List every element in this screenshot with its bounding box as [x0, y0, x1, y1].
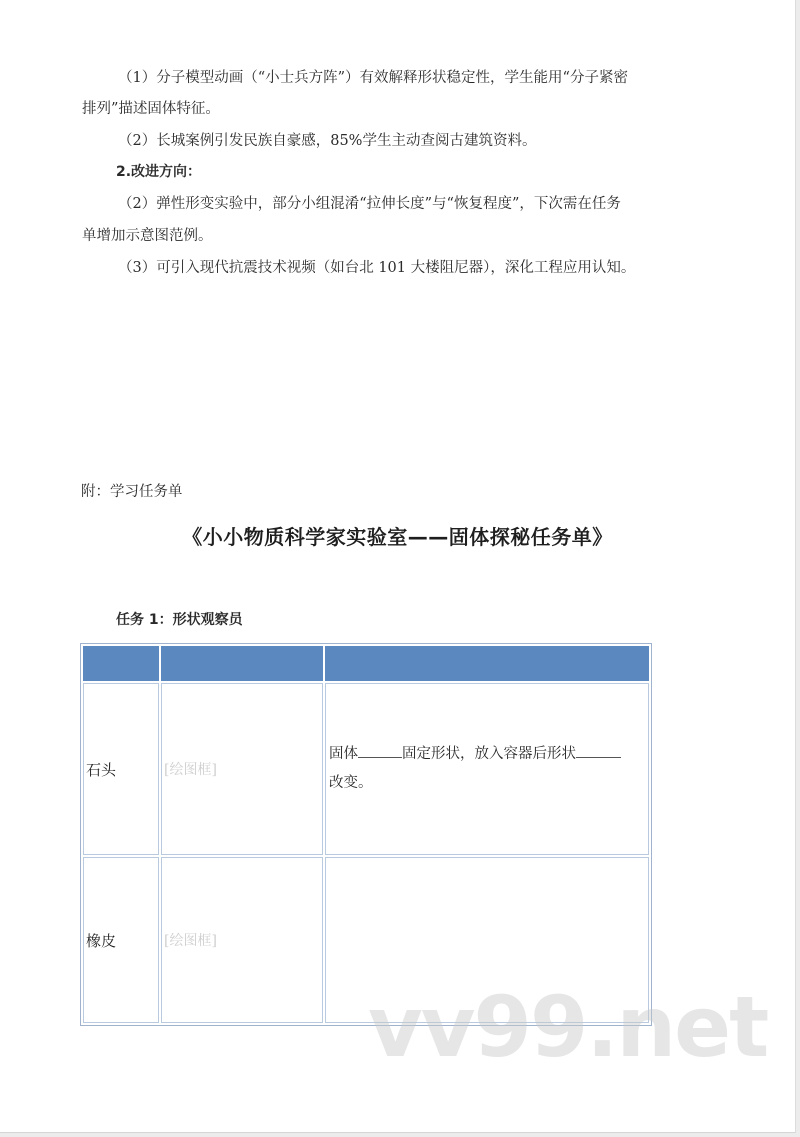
improvement-item-3: （3）可引入现代抗震技术视频（如台北 101 大楼阻尼器），深化工程应用认知。 — [118, 260, 636, 276]
drawing-box[interactable]: [绘图框] — [161, 683, 323, 855]
header-cell-drawing — [161, 646, 323, 681]
task-1-title: 任务 1：形状观察员 — [116, 612, 243, 628]
fill-text-part-3: 改变。 — [329, 775, 373, 791]
object-name-cell: 石头 — [83, 683, 159, 855]
fill-blank-2[interactable] — [576, 741, 621, 758]
fill-text-part-2: 固定形状，放入容器后形状 — [402, 746, 576, 762]
fill-in-cell[interactable] — [325, 857, 649, 1023]
watermark-text: vv99.net — [368, 978, 768, 1076]
table-row — [83, 857, 649, 1023]
fill-text-part-1: 固体 — [329, 746, 358, 762]
improvement-item-2-line-1: （2）弹性形变实验中，部分小组混淆“拉伸长度”与“恢复程度”，下次需在任务 — [118, 196, 621, 212]
appendix-label: 附：学习任务单 — [81, 484, 183, 500]
improvement-heading: 2.改进方向： — [116, 164, 202, 180]
table-header-row — [83, 646, 649, 681]
table-row — [83, 683, 649, 855]
drawing-box[interactable]: [绘图框] — [161, 857, 323, 1023]
fill-in-cell[interactable] — [325, 683, 649, 855]
reflection-item-1-line-1: （1）分子模型动画（“小士兵方阵”）有效解释形状稳定性，学生能用“分子紧密 — [118, 70, 628, 86]
improvement-item-2-line-2: 单增加示意图范例。 — [82, 228, 213, 244]
object-name-cell: 橡皮 — [83, 857, 159, 1023]
reflection-item-1-line-2: 排列”描述固体特征。 — [82, 101, 220, 117]
header-cell-description — [325, 646, 649, 681]
task-1-table — [80, 643, 652, 1026]
reflection-item-2: （2）长城案例引发民族自豪感，85%学生主动查阅古建筑资料。 — [118, 133, 537, 149]
fill-blank-1[interactable] — [358, 741, 402, 758]
header-cell-object — [83, 646, 159, 681]
worksheet-title: 《小小物质科学家实验室——固体探秘任务单》 — [182, 525, 613, 549]
